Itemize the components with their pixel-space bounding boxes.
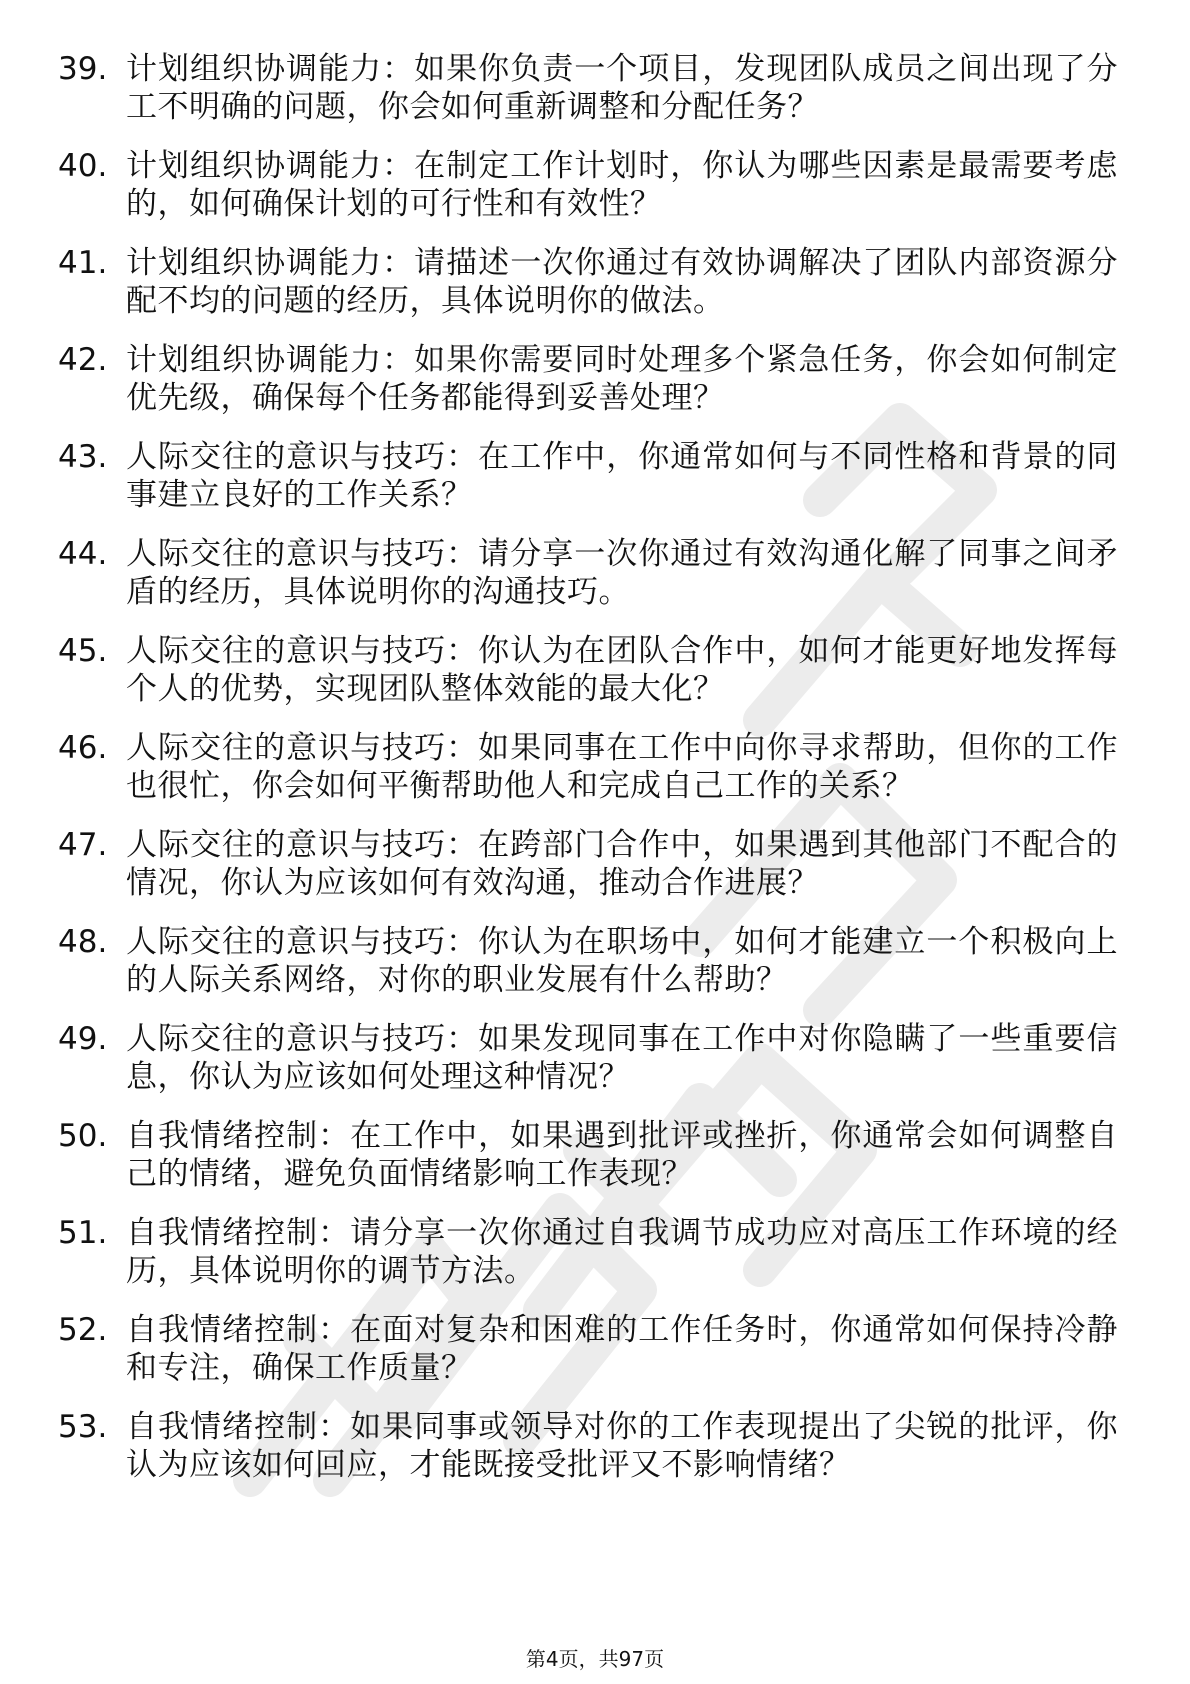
list-item (58, 1117, 1118, 1193)
question-text: 自我情绪控制：请分享一次你通过自我调节成功应对高压工作环境的经历，具体说明你的调节方法。 (126, 1215, 1118, 1289)
question-text: 人际交往的意识与技巧：在工作中，你通常如何与不同性格和背景的同事建立良好的工作关系？ (126, 439, 1118, 513)
question-number: 45. (58, 633, 108, 669)
question-number: 43. (58, 439, 108, 475)
question-text: 自我情绪控制：在工作中，如果遇到批评或挫折，你通常会如何调整自己的情绪，避免负面情绪影响工作表现？ (126, 1118, 1118, 1192)
list-item (58, 826, 1118, 902)
question-text: 自我情绪控制：如果同事或领导对你的工作表现提出了尖锐的批评，你认为应该如何回应，才能既接受批评又不影响情绪？ (126, 1409, 1118, 1483)
list-item (58, 147, 1118, 223)
question-list (58, 50, 1118, 1505)
question-text: 人际交往的意识与技巧：在跨部门合作中，如果遇到其他部门不配合的情况，你认为应该如何有效沟通，推动合作进展？ (126, 827, 1118, 901)
question-number: 53. (58, 1409, 108, 1445)
question-text: 人际交往的意识与技巧：请分享一次你通过有效沟通化解了同事之间矛盾的经历，具体说明你的沟通技巧。 (126, 536, 1118, 610)
question-text: 计划组织协调能力：在制定工作计划时，你认为哪些因素是最需要考虑的，如何确保计划的可行性和有效性？ (126, 148, 1118, 222)
page-number-footer: 第4页，共97页 (525, 1647, 665, 1671)
list-item (58, 438, 1118, 514)
list-item (58, 1408, 1118, 1484)
question-number: 44. (58, 536, 108, 572)
list-item (58, 244, 1118, 320)
question-text: 自我情绪控制：在面对复杂和困难的工作任务时，你通常如何保持冷静和专注，确保工作质量？ (126, 1312, 1118, 1386)
question-number: 52. (58, 1312, 108, 1348)
question-text: 计划组织协调能力：如果你需要同时处理多个紧急任务，你会如何制定优先级，确保每个任务都能得到妥善处理？ (126, 342, 1118, 416)
question-text: 计划组织协调能力：请描述一次你通过有效协调解决了团队内部资源分配不均的问题的经历，具体说明你的做法。 (126, 245, 1118, 319)
question-number: 41. (58, 245, 108, 281)
list-item (58, 1311, 1118, 1387)
list-item (58, 729, 1118, 805)
list-item (58, 1214, 1118, 1290)
list-item (58, 341, 1118, 417)
list-item (58, 535, 1118, 611)
question-number: 51. (58, 1215, 108, 1251)
question-number: 46. (58, 730, 108, 766)
question-text: 计划组织协调能力：如果你负责一个项目，发现团队成员之间出现了分工不明确的问题，你会如何重新调整和分配任务？ (126, 51, 1118, 125)
list-item (58, 923, 1118, 999)
question-number: 39. (58, 51, 108, 87)
question-text: 人际交往的意识与技巧：如果发现同事在工作中对你隐瞒了一些重要信息，你认为应该如何处理这种情况？ (126, 1021, 1118, 1095)
question-text: 人际交往的意识与技巧：你认为在团队合作中，如何才能更好地发挥每个人的优势，实现团队整体效能的最大化？ (126, 633, 1118, 707)
question-number: 40. (58, 148, 108, 184)
question-text: 人际交往的意识与技巧：你认为在职场中，如何才能建立一个积极向上的人际关系网络，对你的职业发展有什么帮助？ (126, 924, 1118, 998)
list-item (58, 632, 1118, 708)
list-item (58, 1020, 1118, 1096)
question-number: 42. (58, 342, 108, 378)
question-text: 人际交往的意识与技巧：如果同事在工作中向你寻求帮助，但你的工作也很忙，你会如何平衡帮助他人和完成自己工作的关系？ (126, 730, 1118, 804)
list-item (58, 50, 1118, 126)
question-number: 50. (58, 1118, 108, 1154)
question-number: 49. (58, 1021, 108, 1057)
question-number: 47. (58, 827, 108, 863)
question-number: 48. (58, 924, 108, 960)
